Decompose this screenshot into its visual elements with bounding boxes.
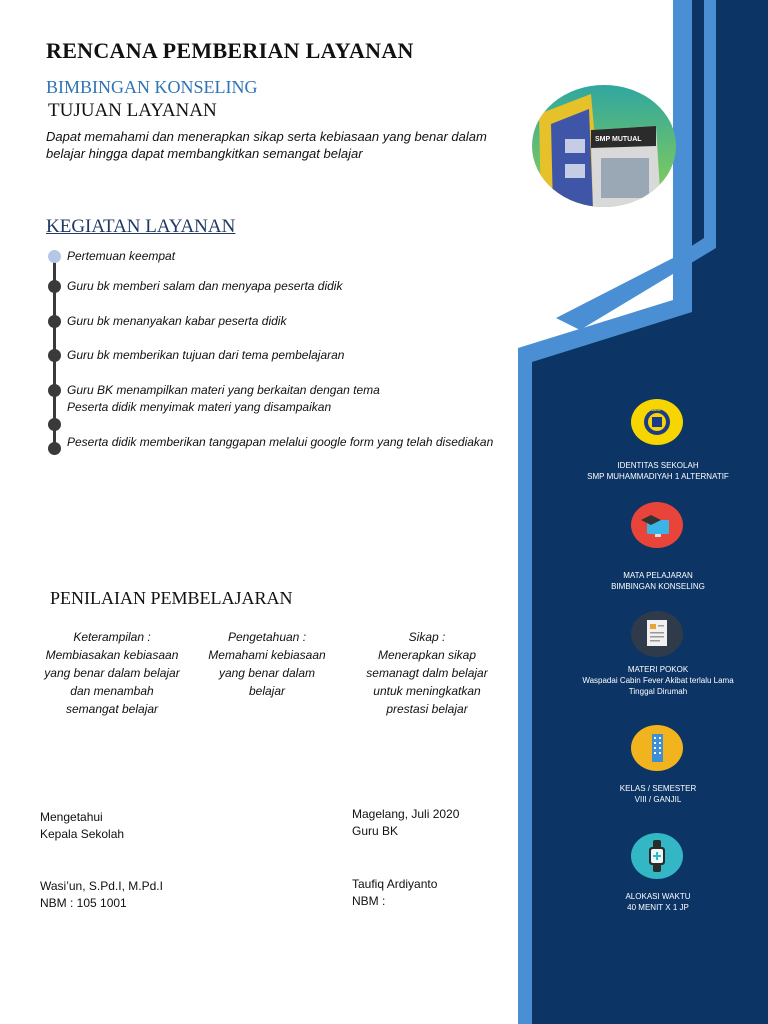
kegiatan-heading: KEGIATAN LAYANAN (46, 216, 236, 237)
guru-bk-nbm: NBM : (352, 894, 386, 908)
pengetahuan-title: Pengetahuan : (227, 630, 307, 644)
school-logo-icon (631, 399, 683, 445)
kelas-value: VIII / GANJIL (634, 795, 682, 804)
school-sign-text: SMP MUTUAL (595, 136, 642, 143)
kepala-sekolah-name: Wasi’un, S.Pd.I, M.Pd.I (40, 879, 163, 893)
signature-right-header (352, 806, 459, 840)
timeline-dot (48, 384, 61, 397)
mata-pelajaran-info (548, 570, 768, 592)
kepala-sekolah-nbm: NBM : 105 1001 (40, 896, 127, 910)
smartwatch-icon (631, 833, 683, 879)
kepala-sekolah-label: Kepala Sekolah (40, 827, 125, 841)
mapel-value: BIMBINGAN KONSELING (611, 582, 705, 591)
page-subtitle: BIMBINGAN KONSELING (46, 77, 258, 97)
timeline-dot (48, 315, 61, 328)
building-icon (631, 725, 683, 771)
sikap-block (356, 628, 498, 718)
keterampilan-block (44, 628, 180, 718)
timeline-dot (48, 418, 61, 431)
tujuan-text: Dapat memahami dan menerapkan sikap serta kebiasaan yang benar dalam belajar hingga dapat membangkitkan semangat belajar (46, 129, 487, 161)
timeline-dot (48, 349, 61, 362)
penilaian-heading: PENILAIAN PEMBELAJARAN (50, 588, 293, 608)
mengetahui-label: Mengetahui (40, 810, 103, 824)
kegiatan-step: Guru BK menampilkan materi yang berkaitan dengan tema (67, 383, 380, 397)
keterampilan-title: Keterampilan : (73, 630, 151, 644)
kelas-label: KELAS / SEMESTER (619, 784, 697, 793)
materi-label: MATERI POKOK (627, 665, 689, 674)
materi-value-line2: Tinggal Dirumah (628, 687, 688, 696)
keterampilan-text: Membiasakan kebiasaan yang benar dalam belajar dan menambah semangat belajar (44, 648, 180, 716)
school-photo (531, 84, 677, 208)
identitas-label: IDENTITAS SEKOLAH (617, 461, 699, 470)
kegiatan-step: Guru bk memberi salam dan menyapa peserta didik (67, 279, 343, 293)
timeline-dot (48, 250, 61, 263)
identitas-value: SMP MUHAMMADIYAH 1 ALTERNATIF (587, 472, 729, 481)
timeline-dot (48, 280, 61, 293)
materi-value-line1: Waspadai Cabin Fever Akibat terlalu Lama (582, 676, 734, 685)
waktu-value: 40 MENIT X 1 JP (627, 903, 689, 912)
sikap-title: Sikap : (408, 630, 446, 644)
kegiatan-step: Guru bk memberikan tujuan dari tema pembelajaran (67, 348, 345, 362)
tujuan-heading: TUJUAN LAYANAN (48, 100, 217, 121)
school-logo-text: SMP (651, 407, 663, 413)
signature-left-name (40, 878, 163, 912)
signature-left-header (40, 809, 124, 843)
identitas-sekolah-info (548, 460, 768, 482)
kegiatan-step: Peserta didik memberikan tanggapan melalui google form yang telah disediakan (67, 435, 494, 449)
guru-bk-label: Guru BK (352, 824, 399, 838)
pengetahuan-block (200, 628, 334, 700)
kegiatan-step: Peserta didik menyimak materi yang disampaikan (67, 400, 332, 414)
waktu-label: ALOKASI WAKTU (625, 892, 691, 901)
materi-pokok-info (548, 664, 768, 697)
document-icon (631, 611, 683, 657)
guru-bk-name: Taufiq Ardiyanto (352, 877, 438, 891)
kegiatan-step: Pertemuan keempat (67, 249, 176, 263)
signature-right-name (352, 876, 437, 910)
alokasi-waktu-info (548, 891, 768, 913)
kelas-semester-info (548, 783, 768, 805)
pengetahuan-text: Memahami kebiasaan yang benar dalam belajar (208, 648, 326, 698)
mapel-label: MATA PELAJARAN (623, 571, 693, 580)
graduation-monitor-icon (631, 502, 683, 548)
place-date: Magelang, Juli 2020 (352, 807, 460, 821)
page-title: RENCANA PEMBERIAN LAYANAN (46, 38, 414, 63)
timeline-dot (48, 442, 61, 455)
sikap-text: Menerapkan sikap semanagt dalm belajar untuk meningkatkan prestasi belajar (366, 648, 488, 716)
kegiatan-step: Guru bk menanyakan kabar peserta didik (67, 314, 287, 328)
